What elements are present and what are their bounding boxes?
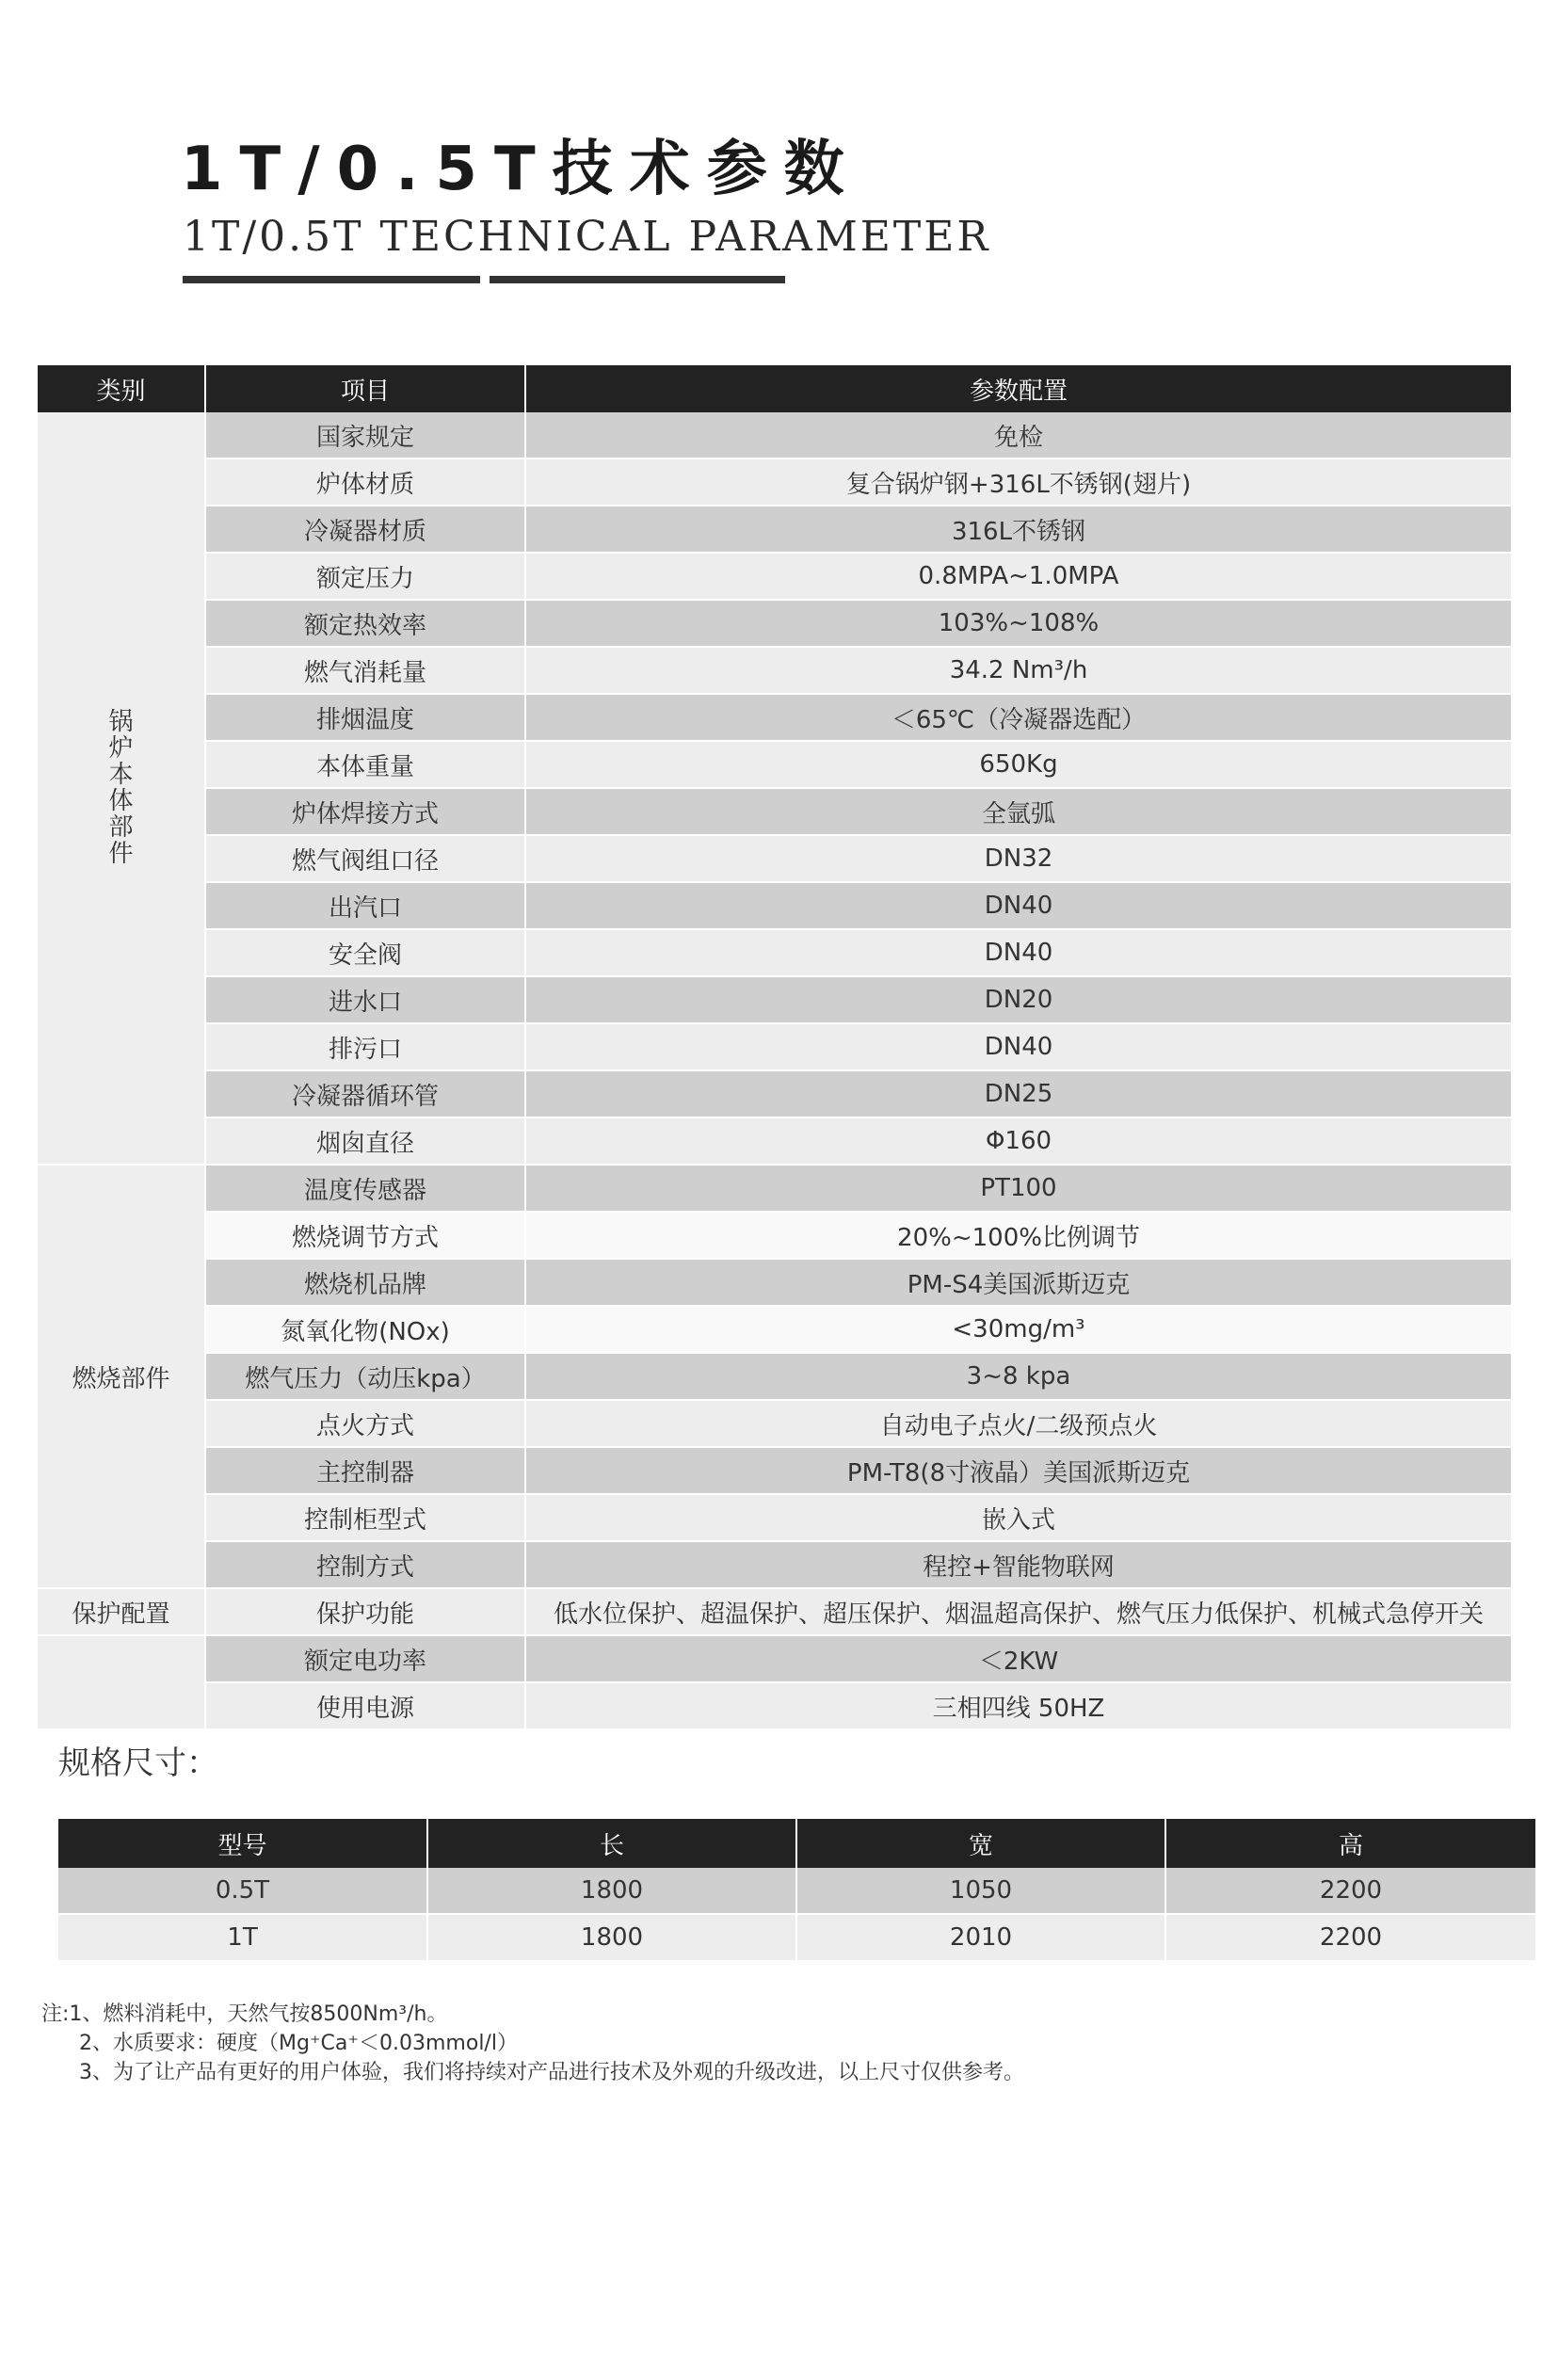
value-cell: DN40 bbox=[525, 1023, 1512, 1070]
spec-header-model: 型号 bbox=[58, 1819, 427, 1868]
spec-table bbox=[58, 1819, 1537, 1962]
page-subtitle: 1T/0.5T TECHNICAL PARAMETER bbox=[183, 213, 991, 261]
item-cell: 点火方式 bbox=[205, 1400, 525, 1447]
value-cell: 低水位保护、超温保护、超压保护、烟温超高保护、燃气压力低保护、机械式急停开关 bbox=[525, 1588, 1512, 1635]
item-cell: 氮氧化物(NOx) bbox=[205, 1306, 525, 1353]
item-cell: 温度传感器 bbox=[205, 1165, 525, 1212]
item-cell: 控制方式 bbox=[205, 1541, 525, 1588]
page-title: 1T/0.5T技术参数 bbox=[181, 135, 861, 204]
category-cell bbox=[38, 412, 205, 1165]
spec-cell: 0.5T bbox=[58, 1868, 427, 1914]
title-underline-right bbox=[490, 276, 785, 283]
value-cell: 三相四线 50HZ bbox=[525, 1682, 1512, 1729]
category-cell bbox=[38, 1165, 205, 1588]
item-cell: 国家规定 bbox=[205, 412, 525, 458]
item-cell: 燃气阀组口径 bbox=[205, 835, 525, 882]
table-row bbox=[38, 788, 1512, 835]
spec-cell: 2010 bbox=[796, 1914, 1165, 1961]
table-row bbox=[38, 458, 1512, 506]
item-cell: 烟囱直径 bbox=[205, 1118, 525, 1165]
item-cell: 使用电源 bbox=[205, 1682, 525, 1729]
note-line: 3、为了让产品有更好的用户体验，我们将持续对产品进行技术及外观的升级改进，以上尺寸仅供参考。 bbox=[79, 2061, 1025, 2084]
value-cell: DN40 bbox=[525, 882, 1512, 929]
value-cell: 650Kg bbox=[525, 741, 1512, 788]
table-row bbox=[38, 1212, 1512, 1259]
table-row bbox=[38, 835, 1512, 882]
table-row bbox=[38, 1682, 1512, 1729]
value-cell: DN25 bbox=[525, 1070, 1512, 1118]
value-cell: 全氩弧 bbox=[525, 788, 1512, 835]
notes bbox=[41, 2000, 1024, 2087]
spec-header-width: 宽 bbox=[796, 1819, 1165, 1868]
spec-header-length: 长 bbox=[427, 1819, 796, 1868]
item-cell: 安全阀 bbox=[205, 929, 525, 976]
value-cell: DN40 bbox=[525, 929, 1512, 976]
value-cell: Φ160 bbox=[525, 1118, 1512, 1165]
value-cell: 复合锅炉钢+316L不锈钢(翅片) bbox=[525, 458, 1512, 506]
table-row bbox=[38, 1118, 1512, 1165]
spec-cell: 1050 bbox=[796, 1868, 1165, 1914]
item-cell: 冷凝器循环管 bbox=[205, 1070, 525, 1118]
item-cell: 额定压力 bbox=[205, 553, 525, 600]
note-line: 注:1、燃料消耗中，天然气按8500Nm³/h。 bbox=[41, 2002, 448, 2026]
category-label: 锅炉本体部件 bbox=[108, 707, 134, 868]
value-cell: PM-S4美国派斯迈克 bbox=[525, 1259, 1512, 1306]
value-cell: ＜65℃（冷凝器选配） bbox=[525, 694, 1512, 741]
table-row bbox=[38, 1541, 1512, 1588]
parameter-table bbox=[38, 365, 1513, 1730]
value-cell: 自动电子点火/二级预点火 bbox=[525, 1400, 1512, 1447]
header-item: 项目 bbox=[205, 365, 525, 412]
table-row bbox=[38, 1306, 1512, 1353]
item-cell: 燃气压力（动压kpa） bbox=[205, 1353, 525, 1400]
spec-cell: 1T bbox=[58, 1914, 427, 1961]
item-cell: 主控制器 bbox=[205, 1447, 525, 1494]
item-cell: 排烟温度 bbox=[205, 694, 525, 741]
table-row bbox=[38, 976, 1512, 1023]
item-cell: 保护功能 bbox=[205, 1588, 525, 1635]
parameter-table-body bbox=[38, 412, 1512, 1729]
header-category: 类别 bbox=[38, 365, 205, 412]
value-cell: 34.2 Nm³/h bbox=[525, 647, 1512, 694]
spec-cell: 2200 bbox=[1165, 1914, 1536, 1961]
item-cell: 燃气消耗量 bbox=[205, 647, 525, 694]
category-label: 燃烧部件 bbox=[72, 1364, 170, 1393]
item-cell: 进水口 bbox=[205, 976, 525, 1023]
table-row bbox=[38, 929, 1512, 976]
item-cell: 控制柜型式 bbox=[205, 1494, 525, 1541]
item-cell: 炉体焊接方式 bbox=[205, 788, 525, 835]
table-row bbox=[38, 600, 1512, 647]
table-row bbox=[38, 1400, 1512, 1447]
item-cell: 额定热效率 bbox=[205, 600, 525, 647]
item-cell: 冷凝器材质 bbox=[205, 506, 525, 553]
table-row bbox=[38, 1447, 1512, 1494]
item-cell: 燃烧调节方式 bbox=[205, 1212, 525, 1259]
table-row bbox=[38, 553, 1512, 600]
value-cell: DN32 bbox=[525, 835, 1512, 882]
item-cell: 排污口 bbox=[205, 1023, 525, 1070]
table-row bbox=[38, 647, 1512, 694]
value-cell: ＜2KW bbox=[525, 1635, 1512, 1682]
value-cell: PT100 bbox=[525, 1165, 1512, 1212]
table-row bbox=[38, 1635, 1512, 1682]
table-row bbox=[38, 1070, 1512, 1118]
category-label: 保护配置 bbox=[72, 1600, 170, 1629]
item-cell: 本体重量 bbox=[205, 741, 525, 788]
title-underline-left bbox=[183, 276, 480, 283]
table-row bbox=[38, 1023, 1512, 1070]
table-row bbox=[58, 1868, 1536, 1914]
category-cell bbox=[38, 1588, 205, 1635]
value-cell: <30mg/m³ bbox=[525, 1306, 1512, 1353]
note-line: 2、水质要求：硬度（Mg⁺Ca⁺＜0.03mmol/l） bbox=[79, 2032, 518, 2055]
value-cell: 103%~108% bbox=[525, 600, 1512, 647]
value-cell: 316L不锈钢 bbox=[525, 506, 1512, 553]
table-row bbox=[38, 741, 1512, 788]
header-config: 参数配置 bbox=[525, 365, 1512, 412]
value-cell: PM-T8(8寸液晶）美国派斯迈克 bbox=[525, 1447, 1512, 1494]
parameter-table-header bbox=[38, 365, 1512, 412]
value-cell: 嵌入式 bbox=[525, 1494, 1512, 1541]
value-cell: 免检 bbox=[525, 412, 1512, 458]
table-row bbox=[38, 1588, 1512, 1635]
spec-cell: 1800 bbox=[427, 1914, 796, 1961]
table-row bbox=[38, 694, 1512, 741]
spec-cell: 2200 bbox=[1165, 1868, 1536, 1914]
table-row bbox=[38, 1494, 1512, 1541]
spec-table-header bbox=[58, 1819, 1536, 1868]
category-cell bbox=[38, 1635, 205, 1729]
table-row bbox=[38, 1165, 1512, 1212]
item-cell: 燃烧机品牌 bbox=[205, 1259, 525, 1306]
item-cell: 额定电功率 bbox=[205, 1635, 525, 1682]
spec-header-height: 高 bbox=[1165, 1819, 1536, 1868]
value-cell: 3~8 kpa bbox=[525, 1353, 1512, 1400]
item-cell: 出汽口 bbox=[205, 882, 525, 929]
table-row bbox=[38, 412, 1512, 458]
table-row bbox=[58, 1914, 1536, 1961]
value-cell: DN20 bbox=[525, 976, 1512, 1023]
table-row bbox=[38, 1259, 1512, 1306]
table-row bbox=[38, 882, 1512, 929]
item-cell: 炉体材质 bbox=[205, 458, 525, 506]
value-cell: 20%~100%比例调节 bbox=[525, 1212, 1512, 1259]
value-cell: 程控+智能物联网 bbox=[525, 1541, 1512, 1588]
table-row bbox=[38, 506, 1512, 553]
spec-cell: 1800 bbox=[427, 1868, 796, 1914]
table-row bbox=[38, 1353, 1512, 1400]
spec-heading: 规格尺寸： bbox=[58, 1745, 218, 1782]
value-cell: 0.8MPA~1.0MPA bbox=[525, 553, 1512, 600]
